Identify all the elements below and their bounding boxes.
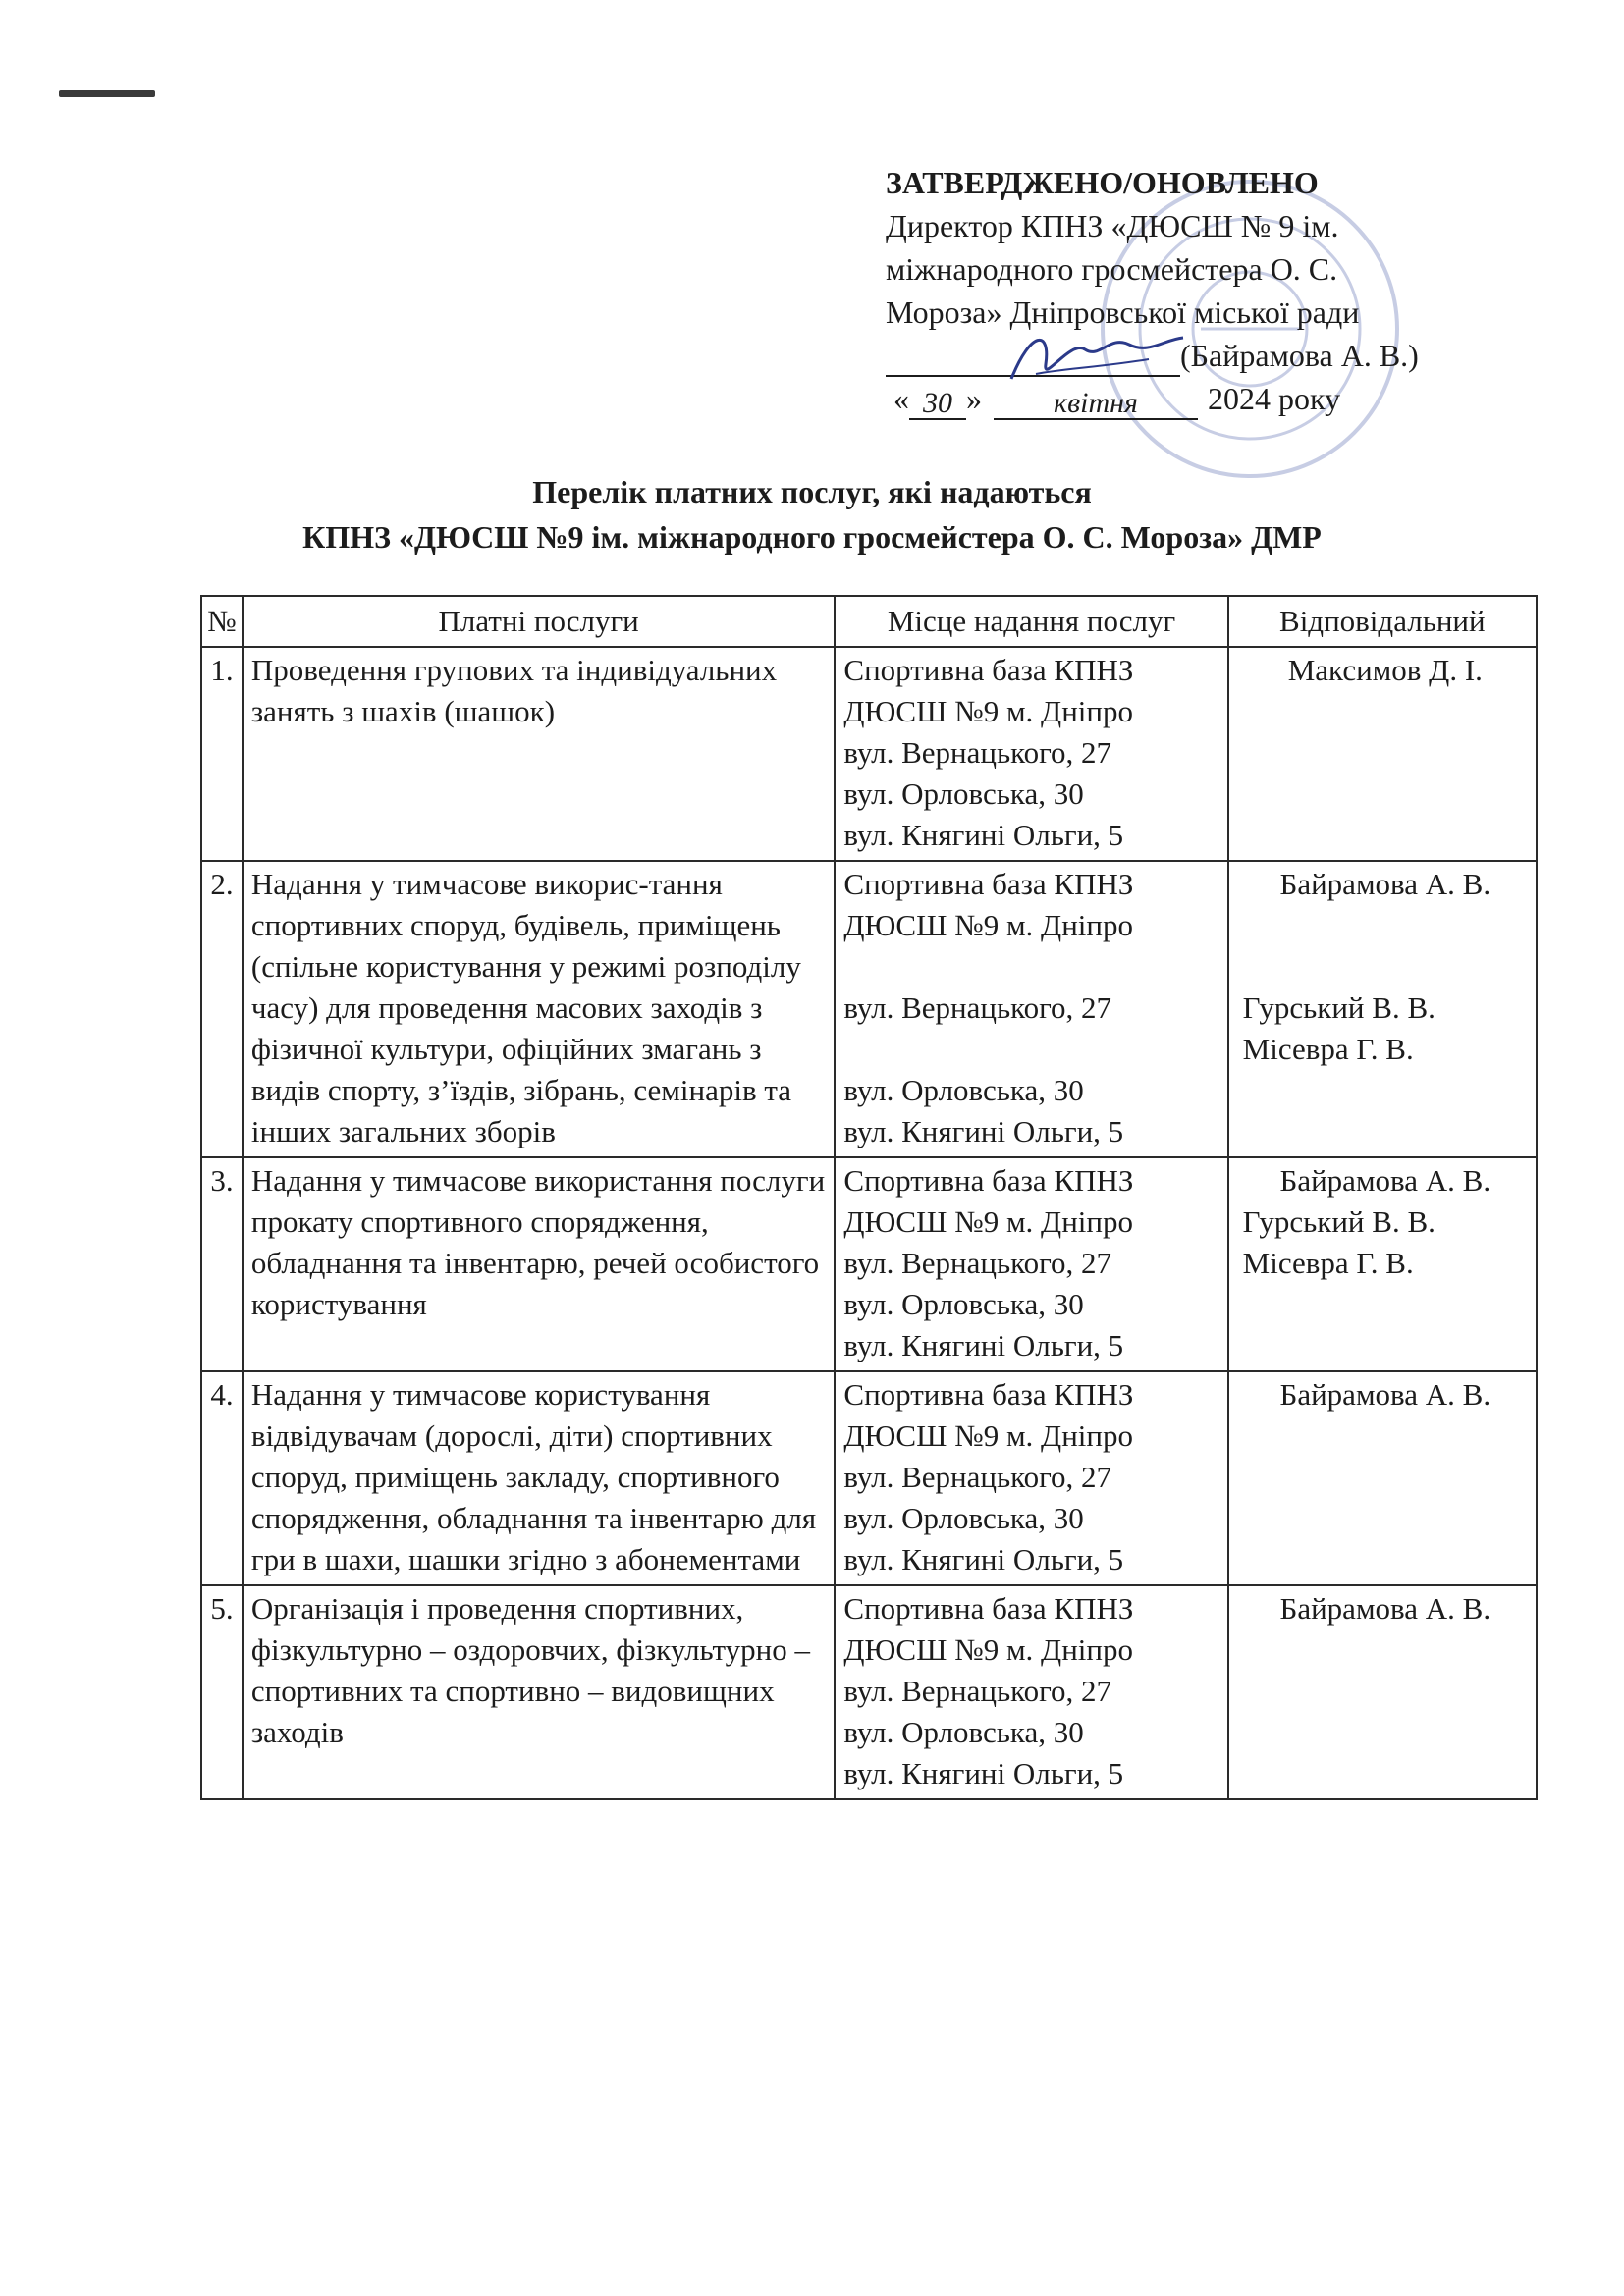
place-line: вул. Княгині Ольги, 5 xyxy=(843,1756,1124,1790)
place-line: вул. Орловська, 30 xyxy=(843,1073,1084,1107)
place-line: вул. Княгині Ольги, 5 xyxy=(843,1542,1124,1576)
place-line: вул. Орловська, 30 xyxy=(843,1715,1084,1749)
header-service: Платні послуги xyxy=(243,596,836,647)
service-description: Проведення групових та індивідуальних занять з шахів (шашок) xyxy=(243,647,836,861)
responsible-name: Байрамова А. В. xyxy=(1279,867,1491,901)
approval-heading: ЗАТВЕРДЖЕНО/ОНОВЛЕНО xyxy=(886,165,1319,200)
date-day: 30 xyxy=(909,389,966,420)
service-place xyxy=(835,1157,1227,1371)
service-place xyxy=(835,647,1227,861)
approval-position-line-1: Директор КПНЗ «ДЮСШ № 9 ім. xyxy=(886,208,1339,243)
place-line: Спортивна база КПНЗ xyxy=(843,1377,1134,1412)
service-description: Надання у тимчасове користування відвідувачам (дорослі, діти) спортивних споруд, приміщень закладу, спортивного спорядження, обладнання та інвентарю для гри в шахи, шашки згідно з абонементами xyxy=(243,1371,836,1585)
paid-services-table xyxy=(200,595,1538,1800)
responsible-name: Байрамова А. В. xyxy=(1279,1377,1491,1412)
approval-position-line-3: Мороза» Дніпровської міської ради xyxy=(886,294,1360,330)
responsible-name: Місевра Г. В. xyxy=(1242,1032,1414,1066)
place-line: вул. Княгині Ольги, 5 xyxy=(843,818,1124,852)
approval-block xyxy=(886,161,1514,420)
place-line: ДЮСШ №9 м. Дніпро xyxy=(843,1418,1133,1453)
document-title xyxy=(0,469,1624,560)
header-place: Місце надання послуг xyxy=(835,596,1227,647)
table-row xyxy=(201,1371,1537,1585)
document-title-line-1: Перелік платних послуг, які надаються xyxy=(532,474,1092,509)
date-year: 2024 року xyxy=(1208,381,1341,416)
place-line: вул. Вернацького, 27 xyxy=(843,990,1112,1025)
responsible-name: Максимов Д. І. xyxy=(1287,653,1483,687)
row-number: 1. xyxy=(201,647,243,861)
header-responsible: Відповідальний xyxy=(1228,596,1537,647)
responsible-name: Місевра Г. В. xyxy=(1242,1246,1414,1280)
place-line: ДЮСШ №9 м. Дніпро xyxy=(843,1204,1133,1239)
place-line: вул. Орловська, 30 xyxy=(843,1287,1084,1321)
place-line: вул. Вернацького, 27 xyxy=(843,1674,1112,1708)
date-close-quote: » xyxy=(966,381,982,416)
service-place xyxy=(835,1585,1227,1799)
place-line: вул. Вернацького, 27 xyxy=(843,1246,1112,1280)
header-number: № xyxy=(201,596,243,647)
table-row xyxy=(201,647,1537,861)
row-number: 4. xyxy=(201,1371,243,1585)
signatory-name: (Байрамова А. В.) xyxy=(1180,338,1419,373)
service-description: Організація і проведення спортивних, фізкультурно – оздоровчих, фізкультурно – спортивних та спортивно – видовищних заходів xyxy=(243,1585,836,1799)
scan-artifact-mark xyxy=(59,90,155,97)
place-line: Спортивна база КПНЗ xyxy=(843,867,1134,901)
place-line: вул. Орловська, 30 xyxy=(843,1501,1084,1535)
row-number: 5. xyxy=(201,1585,243,1799)
document-title-line-2: КПНЗ «ДЮСШ №9 ім. міжнародного гросмейстера О. С. Мороза» ДМР xyxy=(302,519,1322,555)
place-line: вул. Княгині Ольги, 5 xyxy=(843,1328,1124,1362)
approval-position-line-2: міжнародного гросмейстера О. С. xyxy=(886,251,1338,287)
approval-date-line xyxy=(886,377,1514,420)
responsible-person xyxy=(1228,1157,1537,1371)
responsible-name: Байрамова А. В. xyxy=(1279,1163,1491,1198)
responsible-name: Гурський В. В. xyxy=(1242,1204,1435,1239)
responsible-person xyxy=(1228,1585,1537,1799)
place-line: вул. Вернацького, 27 xyxy=(843,1460,1112,1494)
responsible-name: Байрамова А. В. xyxy=(1279,1591,1491,1626)
table-row xyxy=(201,861,1537,1157)
place-line: Спортивна база КПНЗ xyxy=(843,1591,1134,1626)
service-place xyxy=(835,1371,1227,1585)
service-description: Надання у тимчасове викорис-тання спортивних споруд, будівель, приміщень (спільне користування у режимі розподілу часу) для проведення масових заходів з фізичної культури, офіційних змагань з видів спорту, з’їздів, зібрань, семінарів та інших загальних зборів xyxy=(243,861,836,1157)
date-open-quote: « xyxy=(893,381,909,416)
place-line: ДЮСШ №9 м. Дніпро xyxy=(843,694,1133,728)
signature-line xyxy=(886,334,1514,377)
row-number: 3. xyxy=(201,1157,243,1371)
date-month: квітня xyxy=(994,389,1198,420)
responsible-person xyxy=(1228,861,1537,1157)
responsible-name: Гурський В. В. xyxy=(1242,990,1435,1025)
table-header-row xyxy=(201,596,1537,647)
place-line: ДЮСШ №9 м. Дніпро xyxy=(843,908,1133,942)
service-place xyxy=(835,861,1227,1157)
place-line: вул. Княгині Ольги, 5 xyxy=(843,1114,1124,1148)
service-description: Надання у тимчасове використання послуги прокату спортивного спорядження, обладнання та інвентарю, речей особистого користування xyxy=(243,1157,836,1371)
place-line: Спортивна база КПНЗ xyxy=(843,1163,1134,1198)
place-line: вул. Вернацького, 27 xyxy=(843,735,1112,770)
place-line: вул. Орловська, 30 xyxy=(843,776,1084,811)
handwritten-signature xyxy=(992,320,1188,399)
responsible-person xyxy=(1228,647,1537,861)
place-line: ДЮСШ №9 м. Дніпро xyxy=(843,1632,1133,1667)
table-row xyxy=(201,1585,1537,1799)
table-row xyxy=(201,1157,1537,1371)
responsible-person xyxy=(1228,1371,1537,1585)
place-line: Спортивна база КПНЗ xyxy=(843,653,1134,687)
row-number: 2. xyxy=(201,861,243,1157)
